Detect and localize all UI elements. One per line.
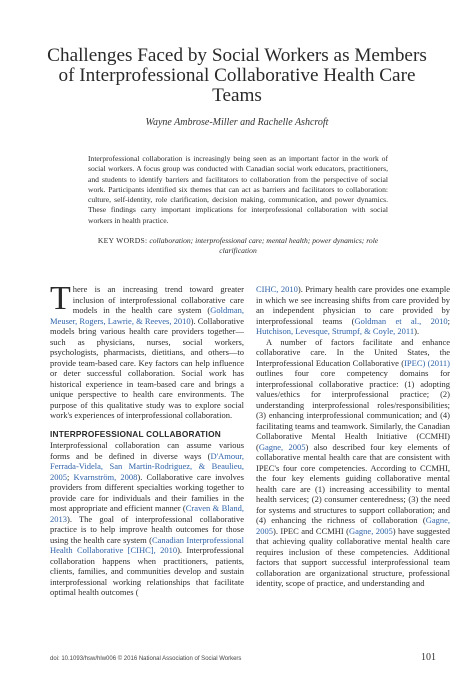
p3-text-3: ) also described four key elements of collaborative mental health care that are consistent with IPEC's four core competencies. According to CCMHI, the four key elements guiding collaborative mental health care are (1) increasing accessibility to mental health services; (2) consumer centeredness; (3) the need for systems and structures to support collaboration; and (4) enhancing the richness of collaboration (	[256, 441, 450, 525]
article-authors: Wayne Ambrose-Miller and Rachelle Ashcroft	[145, 117, 329, 128]
sec-text-3: ). Collaborative care involves providers from different specialties working together to provide care for individuals and their families in the most appropriate and efficient manner (	[50, 471, 244, 513]
footer-doi: doi: 10.1093/hsw/hlw006 © 2016 National Association of Social Workers	[50, 656, 242, 662]
abstract: Interprofessional collaboration is increasingly being seen as an important factor in the work of social workers. A focus group was conducted with Canadian social work educators, practitioners, and students to identify barriers and facilitators to collaboration from the perspective of social work. Participants identified six themes that can act as barriers and facilitators to collaboration: culture, self-identity, role clarification, decision making, communication, and power dynamics. These findings carry important implications for interprofessional collaboration with social workers in health practice.	[88, 154, 388, 225]
keywords-label: KEY WORDS:	[97, 236, 148, 245]
body-left-column	[50, 280, 244, 598]
citation-link[interactable]: CIHC, 2010	[256, 284, 298, 294]
citation-link[interactable]: Goldman et al., 2010	[354, 315, 448, 326]
p3-text-4: ). IPEC and CCMHI (	[273, 525, 350, 536]
factors-paragraph	[256, 337, 450, 589]
drop-cap: T	[50, 280, 71, 317]
citation-link[interactable]: Gagne, 2005	[258, 441, 306, 452]
body-right-column	[256, 284, 450, 589]
sec-text-4: ). The goal of interprofessional collaborative practice is to help improve health outcomes for those using the health care system (	[50, 513, 244, 545]
sec-text-8: ).	[414, 326, 420, 336]
intro-text-1: here is an increasing trend toward greater inclusion of interprofessional collaborative care models in the health care system (	[72, 284, 244, 315]
sec-text-2: ;	[67, 471, 74, 482]
intro-paragraph	[50, 280, 244, 421]
citation-link[interactable]: Canadian Interprofessional Health Collaborative [CIHC], 2010	[50, 534, 244, 555]
citation-link[interactable]: Hutchison, Levesque, Strumpf, & Coyle, 2011	[256, 326, 415, 336]
citation-link[interactable]: Kvarnström, 2008	[73, 471, 138, 482]
section-paragraph	[50, 440, 244, 598]
section-heading: INTERPROFESSIONAL COLLABORATION	[50, 428, 221, 439]
citation-link[interactable]: D'Amour, Ferrada-Videla, San Martin-Rodriguez, & Beaulieu, 2005	[50, 450, 244, 482]
sec-text-5: ). Interprofessional collaboration happens when practitioners, patients, clients, families, and communities develop and sustain interprofessional working relationships that facilitate optimal health outcomes (	[50, 545, 244, 597]
keywords-terms: collaboration; interprofessional care; mental health; power dynamics; role clarification	[149, 236, 379, 256]
keywords	[88, 236, 388, 257]
citation-link[interactable]: IPEC) (2011)	[404, 357, 450, 368]
sec-text-6: ). Primary health care provides one example in which we see increasing shifts from care provided by an independent physician to care provided by interprofessional teams (	[256, 284, 450, 326]
citation-link[interactable]: Gagne, 2005	[256, 515, 450, 536]
p3-text-2: outlines four core competency domains for interprofessional collaborative practice: (1) adopting values/ethics for interprofessional practice; (2) understanding interprofessional roles/responsibilities; (3) enhancing interprofessional communication; and (4) facilitating teams and teamwork. Similarly, the Canadian Collaborative Mental Health Initiative (CCMHI) (	[256, 368, 450, 452]
citation-link[interactable]: Gagne, 2005	[349, 525, 393, 536]
citation-link[interactable]: Goldman, Meuser, Rogers, Lawrie, & Reeves, 2010	[50, 305, 244, 326]
page-number: 101	[421, 652, 436, 663]
citation-link[interactable]: Craven & Bland, 2013	[50, 503, 244, 524]
article-title: Challenges Faced by Social Workers as Members of Interprofessional Collaborative Health Care Teams	[47, 45, 427, 106]
p3-text-5: ) have suggested that achieving quality collaborative mental health care requires inclusion of these competencies. Additional factors that support successful interprofessional team collaboration are organizational structure, professional identity, scope of practice, and understanding and	[256, 525, 450, 588]
p3-text-1: A number of factors facilitate and enhance collaborative care. In the United States, the Interprofessional Education Collaborative (	[256, 336, 450, 368]
section-paragraph-continued	[256, 284, 450, 337]
sec-text-1: Interprofessional collaboration can assume various forms and be defined in diverse ways (	[50, 440, 244, 461]
sec-text-7: ;	[447, 315, 451, 326]
intro-text-2: ). Collaborative models bring various health care providers together—such as physicians, nurses, social workers, psychologists, pharmacists, dietitians, and others—to provide team-based care. Key factors can help influence or deter successful collaboration. Social work has historical experience in team-based care and brings a unique perspective to health care environments. The purpose of this qualitative study was to explore social work's experiences of interprofessional collaboration.	[50, 315, 244, 420]
